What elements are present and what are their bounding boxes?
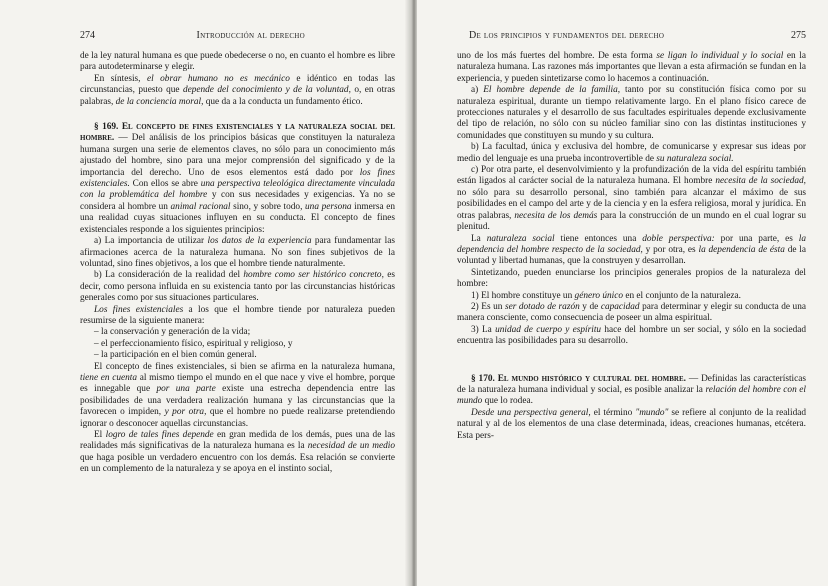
paragraph: 2) Es un ser dotado de razón y de capacidad para determinar y elegir su conducta de una manera consciente, como consecuencia de poseer un alma espiritual.: [457, 301, 806, 324]
fines-list: [80, 327, 395, 361]
right-running-header: [457, 30, 806, 41]
paragraph: 3) La unidad de cuerpo y espíritu hace del hombre un ser social, y sólo en la sociedad encuentra las posibilidades para su desarrollo.: [457, 324, 807, 347]
left-running-head-title: Introducción al derecho: [196, 30, 305, 41]
right-page-number: 275: [791, 30, 806, 41]
section-169: § 169. El concepto de fines existenciales y la naturaleza social del hombre. — Del análisis de los principios básicas que constituyen la naturaleza humana surgen una serie de elementos claves, no sólo para un conocimiento más ajustado del hombre, sino para una mejor comprensión del significado y de la importancia del derecho. Uno de esos elementos está dado por los fines existenciales. Con ellos se abre una perspectiva teleológica directamente vinculada con la problemática del hombre y con sus necesidades y exigencias. Ya no se considera al hombre un animal racional sino, y sobre todo, una persona inmersa en una realidad cuyas situaciones influyen en su conducta. El concepto de fines existenciales responde a los siguientes principios:: [80, 122, 396, 235]
paragraph: a) La importancia de utilizar los datos de la experiencia para fundamentar las afirmaciones acerca de la naturaleza humana. No son fines subjetivos de la voluntad, sino fines objetivos, a los que el hombre tiende naturalmente.: [80, 236, 395, 269]
section-169-heading: § 169. El concepto de fines existenciales y la naturaleza social del hombre.: [80, 122, 395, 144]
paragraph: a) El hombre depende de la familia, tanto por su constitución física como por su naturaleza espiritual, durante un tiempo relativamente largo. En el plano físico carece de protecciones naturales y el desarrollo de sus facultades espirituales depende exclusivamente del tipo de relación, no sólo con su núcleo familiar sino con las distintas instituciones y comunidades que constituyen su mundo y su cultura.: [457, 85, 807, 141]
list-item: – la conservación y generación de la vida;: [94, 327, 395, 338]
paragraph: de la ley natural humana es que puede obedecerse o no, en cuanto el hombre es libre para autodeterminarse y elegir.: [80, 51, 395, 73]
right-page: [417, 0, 828, 586]
left-running-header: [80, 30, 395, 41]
section-170-heading: § 170. El mundo histórico y cultural del hombre.: [471, 373, 686, 384]
paragraph: c) Por otra parte, el desenvolvimiento y la profundización de la vida del espíritu también están ligados al carácter social de la naturaleza humana. El hombre necesita de la sociedad, no sólo para su desarrollo personal, sino también para alcanzar el máximo de sus posibilidades en el campo del arte y de la ciencia y en la esfera religiosa, moral y jurídica. En otras palabras, necesita de los demás para la construcción de un mundo en el cual lograr su plenitud.: [457, 165, 807, 233]
paragraph: b) La facultad, única y exclusiva del hombre, de comunicarse y expresar sus ideas por medio del lenguaje es una prueba incontrovertible de su naturaleza social.: [457, 142, 806, 164]
paragraph: En síntesis, el obrar humano no es mecánico e idéntico en todas las circunstancias, puesto que depende del conocimiento y de la voluntad, o, en otras palabras, de la conciencia moral, que da a la conducta un fundamento ético.: [80, 73, 396, 107]
paragraph: uno de los más fuertes del hombre. De esta forma se ligan lo individual y lo social en la naturaleza humana. Las razones más importantes que llevan a esta afirmación se fundan en la experiencia, y pueden sintetizarse como lo hacemos a continuación.: [457, 51, 806, 84]
section-170: § 170. El mundo histórico y cultural del hombre. — Definidas las características de la naturaleza humana individual y social, es posible analizar la relación del hombre con el mundo que lo rodea.: [457, 373, 806, 407]
list-item: – el perfeccionamiento físico, espiritual y religioso, y: [94, 339, 395, 350]
paragraph: El concepto de fines existenciales, si bien se afirma en la naturaleza humana, tiene en cuenta al mismo tiempo el mundo en el que nace y vive el hombre, porque es innegable que por una parte existe una estrecha dependencia entre las posibilidades de una verdadera realización humana y las circunstancias que la favorecen o impiden, y por otra, que el hombre no puede realizarse pretendiendo ignorar o desconocer aquellas circunstancias.: [80, 361, 396, 429]
paragraph: Los fines existenciales a los que el hombre tiende por naturaleza pueden resumirse de la siguiente manera:: [80, 304, 395, 326]
section-spacer: [457, 348, 806, 360]
paragraph: Sintetizando, pueden enunciarse los principios generales propios de la naturaleza del hombre:: [457, 267, 806, 290]
left-page: [0, 0, 411, 586]
paragraph: b) La consideración de la realidad del hombre como ser histórico concreto, es decir, como persona influida en su existencia tanto por las circunstancias históricas generales como por sus situaciones particulares.: [80, 270, 395, 304]
paragraph: 1) El hombre constituye un género único en el conjunto de la naturaleza.: [471, 290, 741, 301]
left-page-number: 274: [80, 30, 95, 41]
left-page-body: [80, 51, 395, 476]
right-running-head-title: De los principios y fundamentos del derecho: [469, 30, 665, 41]
paragraph: El logro de tales fines depende en gran medida de los demás, pues una de las realidades más significativas de la naturaleza humana es la necesidad de un medio que haga posible un verdadero encuentro con los demás. Esa relación se convierte en un complemento de la naturaleza y se apoya en el instinto social,: [80, 430, 395, 475]
list-item: – la participación en el bien común general.: [94, 350, 395, 361]
paragraph: La naturaleza social tiene entonces una doble perspectiva: por una parte, es la dependencia del hombre respecto de la sociedad, y por otra, es la dependencia de ésta de la voluntad y libertad humanas, que la construyen y desarrollan.: [457, 233, 807, 267]
paragraph: Desde una perspectiva general, el término "mundo" se refiere al conjunto de la realidad natural y al de los elementos de una clase determinada, ideas, creaciones humanas, etcétera. Esta pers-: [457, 407, 806, 441]
right-page-body: [457, 51, 806, 442]
